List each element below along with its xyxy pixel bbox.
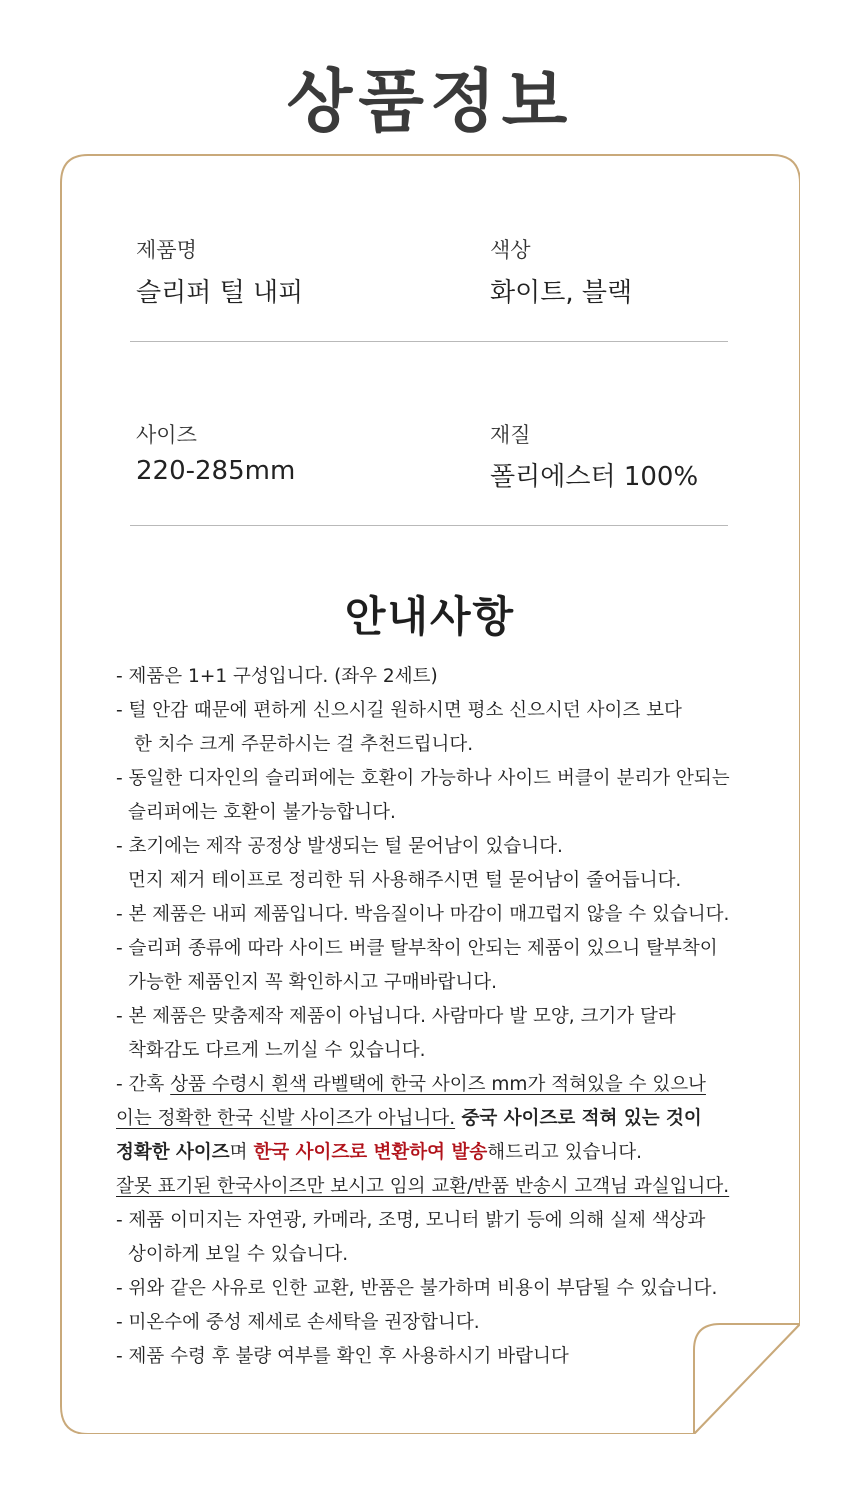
notice-line: 상이하게 보일 수 있습니다. (128, 1244, 349, 1265)
notice-line: 한 치수 크게 주문하시는 걸 추천드립니다. (134, 734, 474, 755)
spec-name-value: 슬리퍼 털 내피 (136, 278, 304, 308)
notice-line: 먼지 제거 테이프로 정리한 뒤 사용해주시면 털 묻어남이 줄어듭니다. (128, 870, 682, 891)
page-title: 상품정보 (286, 63, 574, 142)
size-note-line-2 (116, 1102, 796, 1136)
size-note-line-4 (116, 1170, 796, 1204)
notice-line: - 제품 이미지는 자연광, 카메라, 조명, 모니터 밝기 등에 의해 실제 색상과 (116, 1210, 706, 1231)
notice-line: - 본 제품은 내피 제품입니다. 박음질이나 마감이 매끄럽지 않을 수 있습니다. (116, 904, 730, 925)
notice-line: 가능한 제품인지 꼭 확인하시고 구매바랍니다. (128, 972, 497, 993)
size-note-bold: 중국 사이즈로 적혀 있는 것이 (455, 1108, 702, 1129)
size-note-underline: 이는 정확한 한국 신발 사이즈가 아닙니다. (116, 1108, 456, 1129)
notice-title: 안내사항 (344, 592, 516, 641)
size-note-underline: 상품 수령시 흰색 라벨택에 한국 사이즈 mm가 적혀있을 수 있으나 (170, 1074, 706, 1095)
notice-list (116, 660, 796, 1374)
spec-material-label: 재질 (490, 423, 531, 447)
size-note-text: 해드리고 있습니다. (487, 1142, 642, 1163)
notice-line: - 제품은 1+1 구성입니다. (좌우 2세트) (116, 666, 438, 687)
size-note-text: 며 (229, 1142, 254, 1163)
notice-line: 착화감도 다르게 느끼실 수 있습니다. (128, 1040, 426, 1061)
notice-line: - 동일한 디자인의 슬리퍼에는 호환이 가능하나 사이드 버클이 분리가 안되는 (116, 768, 730, 789)
notice-line: 슬리퍼에는 호환이 불가능합니다. (128, 802, 396, 823)
spec-size-label: 사이즈 (136, 423, 197, 447)
size-note-bold: 정확한 사이즈 (116, 1142, 230, 1163)
notice-line: - 제품 수령 후 불량 여부를 확인 후 사용하시기 바랍니다 (116, 1346, 569, 1367)
notice-line: - 초기에는 제작 공정상 발생되는 털 묻어남이 있습니다. (116, 836, 563, 857)
divider (130, 341, 728, 342)
divider (130, 525, 728, 526)
spec-name-label: 제품명 (136, 238, 197, 262)
notice-line: - 슬리퍼 종류에 따라 사이드 버클 탈부착이 안되는 제품이 있으니 탈부착이 (116, 938, 718, 959)
notice-line: - 미온수에 중성 제세로 손세탁을 권장합니다. (116, 1312, 480, 1333)
size-note-prefix: - 간혹 (116, 1074, 171, 1095)
spec-color-value: 화이트, 블랙 (490, 278, 633, 308)
spec-size-value: 220-285mm (136, 456, 296, 486)
info-card (60, 154, 800, 1434)
notice-line: - 털 안감 때문에 편하게 신으시길 원하시면 평소 신으시던 사이즈 보다 (116, 700, 682, 721)
spec-material-value: 폴리에스터 100% (490, 462, 699, 492)
size-note-line-3 (116, 1136, 796, 1170)
size-note-underline: 잘못 표기된 한국사이즈만 보시고 임의 교환/반품 반송시 고객님 과실입니다. (116, 1176, 730, 1197)
size-note-highlight: 한국 사이즈로 변환하여 발송 (253, 1142, 488, 1163)
size-note-line-1 (116, 1068, 796, 1102)
notice-line: - 위와 같은 사유로 인한 교환, 반품은 불가하며 비용이 부담될 수 있습니다. (116, 1278, 718, 1299)
notice-line: - 본 제품은 맞춤제작 제품이 아닙니다. 사람마다 발 모양, 크기가 달라 (116, 1006, 676, 1027)
spec-color-label: 색상 (490, 238, 531, 262)
